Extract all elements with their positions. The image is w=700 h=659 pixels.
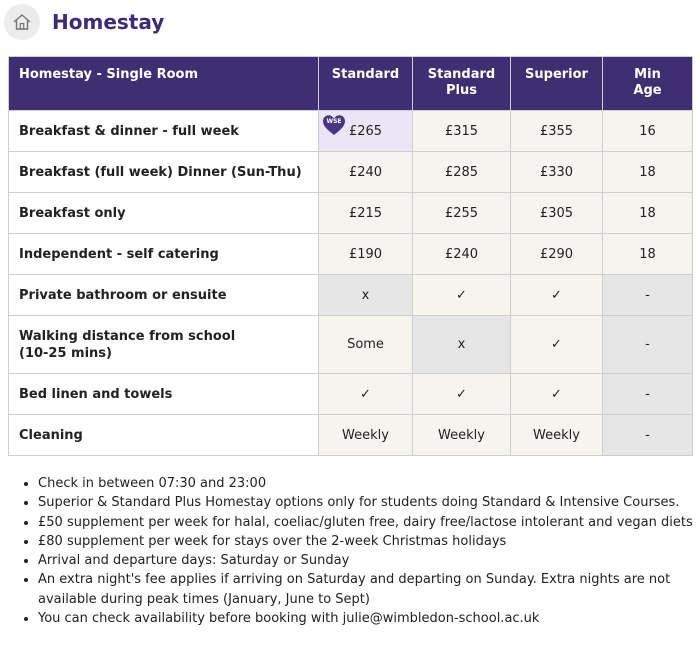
row-label: Breakfast only bbox=[9, 193, 319, 234]
list-item: • An extra night's fee applies if arriving on Saturday and departing on Sunday. Extra nights are not available during peak times (January, June to Sept) bbox=[38, 570, 700, 609]
table-header-row bbox=[9, 57, 693, 111]
table-cell: x bbox=[413, 316, 511, 374]
table-cell-highlighted: WSE £265 bbox=[319, 111, 413, 152]
table-cell: 18 bbox=[603, 193, 693, 234]
table-row bbox=[9, 234, 693, 275]
table-cell: ✓ bbox=[413, 275, 511, 316]
row-label: Breakfast & dinner - full week bbox=[9, 111, 319, 152]
table-row bbox=[9, 415, 693, 456]
table-row bbox=[9, 152, 693, 193]
corner-header: Homestay - Single Room bbox=[9, 57, 319, 111]
table-cell: - bbox=[603, 275, 693, 316]
column-header-superior: Superior bbox=[511, 57, 603, 111]
table-cell: ✓ bbox=[511, 316, 603, 374]
table-row bbox=[9, 193, 693, 234]
table-row bbox=[9, 275, 693, 316]
notes-list bbox=[18, 474, 700, 628]
table-cell: Weekly bbox=[413, 415, 511, 456]
table-cell: £355 bbox=[511, 111, 603, 152]
row-label: Independent - self catering bbox=[9, 234, 319, 275]
list-item: • £80 supplement per week for stays over the 2-week Christmas holidays bbox=[38, 532, 700, 551]
row-label: Bed linen and towels bbox=[9, 374, 319, 415]
wse-badge-text: WSE bbox=[326, 118, 342, 125]
table-cell: £240 bbox=[319, 152, 413, 193]
column-header-min-age: Min Age bbox=[603, 57, 693, 111]
table-cell: £240 bbox=[413, 234, 511, 275]
home-button[interactable] bbox=[4, 4, 40, 40]
table-cell: ✓ bbox=[319, 374, 413, 415]
table-cell: ✓ bbox=[413, 374, 511, 415]
row-label: Breakfast (full week) Dinner (Sun-Thu) bbox=[9, 152, 319, 193]
table-cell: x bbox=[319, 275, 413, 316]
table-cell: ✓ bbox=[511, 374, 603, 415]
table-cell: 16 bbox=[603, 111, 693, 152]
table-cell: - bbox=[603, 316, 693, 374]
column-header-standard: Standard bbox=[319, 57, 413, 111]
homestay-price-table bbox=[8, 56, 693, 456]
table-cell: £305 bbox=[511, 193, 603, 234]
table-cell: £330 bbox=[511, 152, 603, 193]
row-label: Private bathroom or ensuite bbox=[9, 275, 319, 316]
list-item: • Arrival and departure days: Saturday or Sunday bbox=[38, 551, 700, 570]
table-row bbox=[9, 374, 693, 415]
table-cell: Weekly bbox=[511, 415, 603, 456]
table-cell: Some bbox=[319, 316, 413, 374]
table-cell: 18 bbox=[603, 234, 693, 275]
table-cell: ✓ bbox=[511, 275, 603, 316]
list-item: • £50 supplement per week for halal, coeliac/gluten free, dairy free/lactose intolerant and vegan diets bbox=[38, 513, 700, 532]
page-header bbox=[4, 4, 164, 40]
table-cell: £290 bbox=[511, 234, 603, 275]
page-title: Homestay bbox=[52, 10, 165, 34]
table-cell: £315 bbox=[413, 111, 511, 152]
row-label: Cleaning bbox=[9, 415, 319, 456]
table-cell: £215 bbox=[319, 193, 413, 234]
list-item: • Check in between 07:30 and 23:00 bbox=[38, 474, 700, 493]
table-cell: £190 bbox=[319, 234, 413, 275]
table-cell: 18 bbox=[603, 152, 693, 193]
column-header-standard-plus: Standard Plus bbox=[413, 57, 511, 111]
list-item: • You can check availability before booking with julie@wimbledon-school.ac.uk bbox=[38, 609, 700, 628]
table-cell: - bbox=[603, 374, 693, 415]
table-cell: - bbox=[603, 415, 693, 456]
table-cell: £285 bbox=[413, 152, 511, 193]
table-cell: Weekly bbox=[319, 415, 413, 456]
table-cell: £255 bbox=[413, 193, 511, 234]
row-label: Walking distance from school (10-25 mins) bbox=[9, 316, 319, 374]
list-item: • Superior & Standard Plus Homestay options only for students doing Standard & Intensive Courses. bbox=[38, 493, 700, 512]
table-row bbox=[9, 316, 693, 374]
table-row bbox=[9, 111, 693, 152]
home-icon bbox=[12, 12, 32, 32]
